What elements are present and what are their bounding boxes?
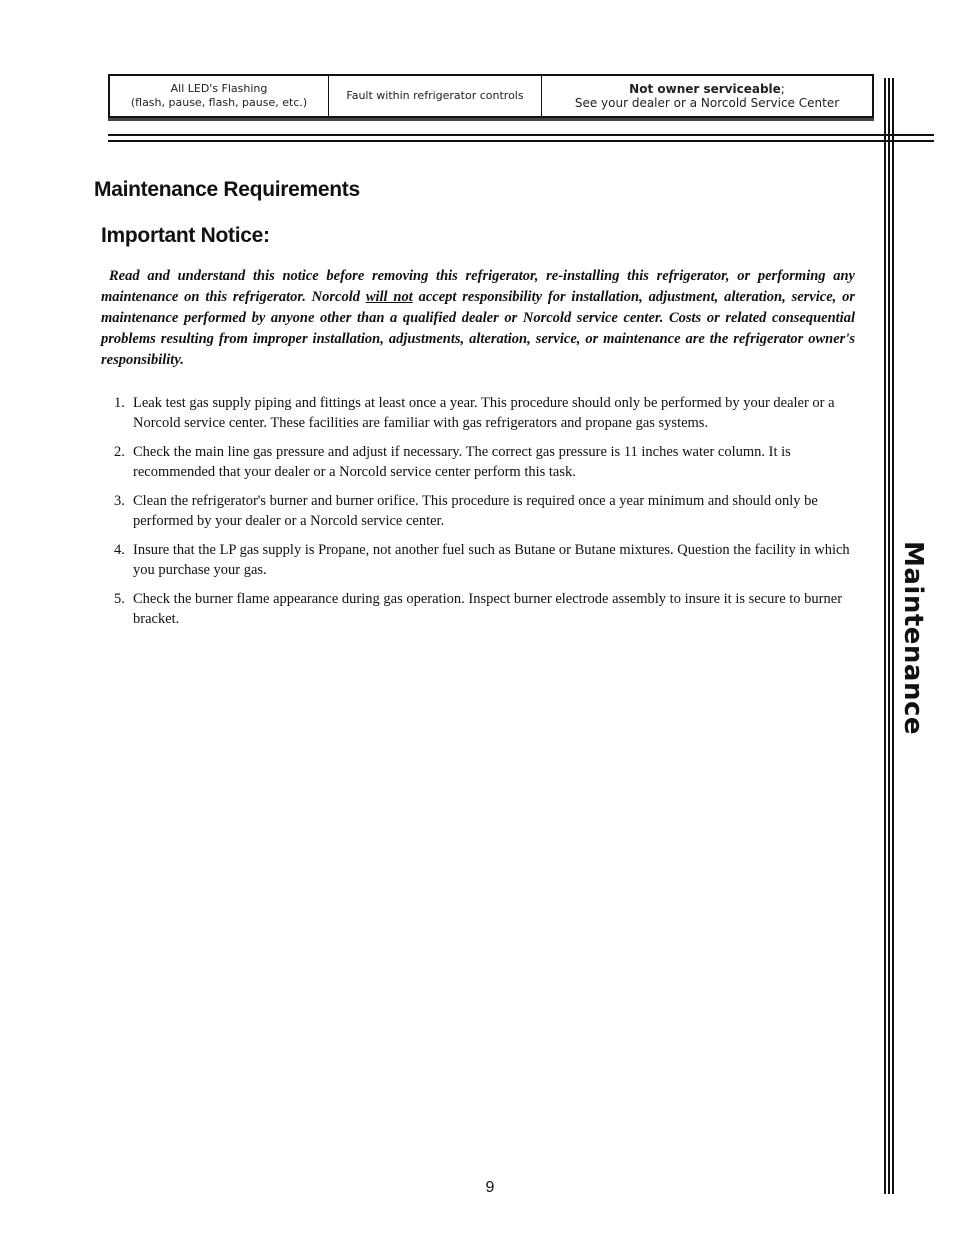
- fault-action-cell: [542, 76, 872, 116]
- page-number: 9: [485, 1179, 495, 1196]
- list-item-text: Insure that the LP gas supply is Propane, not another fuel such as Butane or Butane mixtures. Question the facility in which you purchase your gas.: [133, 542, 850, 578]
- notice-after: accept responsibility for installation, adjustment, alteration, service, or maintenance performed by anyone other than a qualified dealer or Norcold service center. Costs or related consequential problems resulting from improper installation, adjustments, alteration, service, or maintenance are the refrigerator owner's responsibility.: [101, 289, 855, 368]
- header-rule-top: [108, 134, 934, 136]
- side-bar-line-1: [884, 78, 886, 1194]
- notice-underlined: will not: [365, 289, 413, 305]
- list-item-text: Check the burner flame appearance during gas operation. Inspect burner electrode assembly to insure it is secure to burner bracket.: [133, 591, 843, 627]
- fault-action-line1: [629, 82, 785, 96]
- fault-indicator-line1: All LED's Flashing: [170, 82, 268, 95]
- list-item: [114, 491, 870, 531]
- side-bar-line-2: [888, 78, 890, 1194]
- fault-action-bold: Not owner serviceable: [629, 82, 781, 96]
- side-tab: [892, 541, 934, 736]
- fault-indicator-cell: [110, 76, 329, 116]
- list-item-number: 2.: [114, 444, 125, 460]
- important-notice-text: [101, 266, 855, 371]
- list-item-number: 1.: [114, 395, 125, 411]
- list-item: [114, 393, 870, 433]
- list-item-number: 4.: [114, 542, 125, 558]
- fault-cause-cell: [329, 76, 542, 116]
- list-item-text: Check the main line gas pressure and adjust if necessary. The correct gas pressure is 11 inches water column. It is recommended that your dealer or a Norcold service center perform this task.: [133, 444, 791, 480]
- fault-indicator-line2: (flash, pause, flash, pause, etc.): [130, 96, 308, 109]
- list-item: [114, 589, 870, 629]
- list-item: [114, 442, 870, 482]
- fault-table: [108, 74, 874, 118]
- list-item-number: 3.: [114, 493, 125, 509]
- fault-cause: Fault within refrigerator controls: [346, 89, 524, 102]
- header-rule-bottom: [108, 140, 934, 142]
- list-item-number: 5.: [114, 591, 125, 607]
- fault-action-suffix: ;: [780, 82, 785, 96]
- side-tab-label: Maintenance: [898, 541, 928, 736]
- list-item-text: Clean the refrigerator's burner and burner orifice. This procedure is required once a year minimum and should only be performed by your dealer or a Norcold service center.: [133, 493, 818, 529]
- notice-before: Read and understand this notice before removing this refrigerator, re-installing this refrigerator, or performing any maintenance on this refrigerator. Norcold: [101, 268, 855, 305]
- requirements-list: [114, 393, 870, 638]
- list-item-text: Leak test gas supply piping and fittings at least once a year. This procedure should only be performed by your dealer or a Norcold service center. These facilities are familiar with gas refrigerators and propane gas systems.: [133, 395, 835, 431]
- list-item: [114, 540, 870, 580]
- fault-action-line2: See your dealer or a Norcold Service Center: [574, 96, 840, 110]
- notice-title: Important Notice:: [101, 224, 270, 247]
- section-title: Maintenance Requirements: [94, 178, 360, 201]
